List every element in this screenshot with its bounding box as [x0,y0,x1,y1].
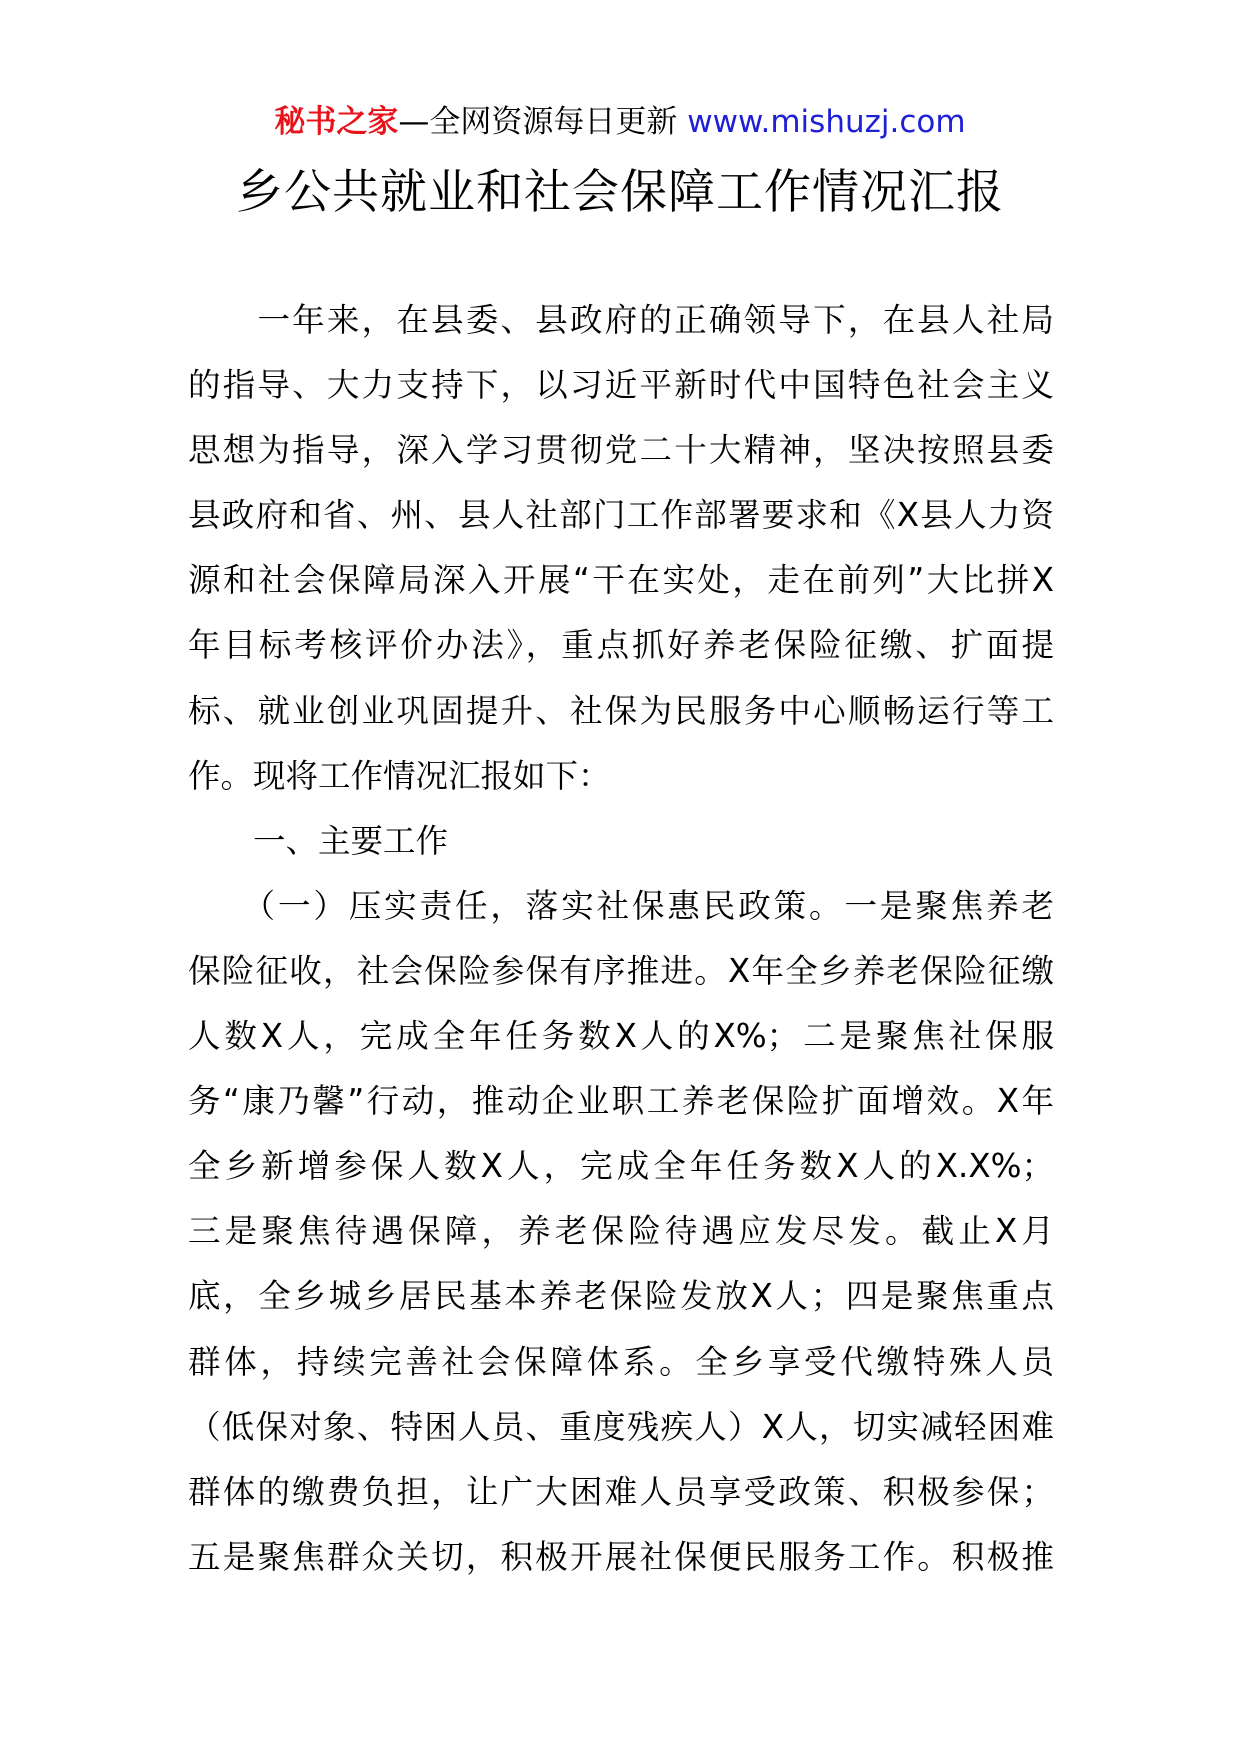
body-line: 群体的缴费负担，让广大困难人员享受政策、积极参保； [188,1472,1054,1511]
body-line: 底，全乡城乡居民基本养老保险发放X人；四是聚焦重点 [188,1277,1054,1316]
site-url-link[interactable]: www.mishuzj.com [687,104,966,140]
body-line: 源和社会保障局深入开展“干在实处，走在前列”大比拼X [188,561,1054,600]
header-tagline: —全网资源每日更新 [398,104,678,140]
body-line: 思想为指导，深入学习贯彻党二十大精神，坚决按照县委 [188,431,1054,470]
body-line: 年目标考核评价办法》，重点抓好养老保险征缴、扩面提 [188,626,1054,665]
body-line: 全乡新增参保人数X人，完成全年任务数X人的X.X%； [188,1147,1054,1186]
body-line: （一）压实责任，落实社保惠民政策。一是聚焦养老 [188,886,1054,925]
body-line: 的指导、大力支持下，以习近平新时代中国特色社会主义 [188,366,1054,405]
body-line: 保险征收，社会保险参保有序推进。X年全乡养老保险征缴 [188,951,1054,990]
site-header [0,100,1240,144]
body-line: 群体，持续完善社会保障体系。全乡享受代缴特殊人员 [188,1342,1054,1381]
body-line: （低保对象、特困人员、重度残疾人）X人，切实减轻困难 [188,1407,1054,1446]
brand-name: 秘书之家 [274,104,399,140]
body-line: 务“康乃馨”行动，推动企业职工养老保险扩面增效。X年 [188,1082,1054,1121]
document-title: 乡公共就业和社会保障工作情况汇报 [236,165,1004,220]
body-line: 作。现将工作情况汇报如下： [188,756,611,795]
document-body [188,288,1054,1590]
section-heading: 一、主要工作 [188,821,449,860]
body-line: 五是聚焦群众关切，积极开展社保便民服务工作。积极推 [188,1537,1054,1576]
body-line: 三是聚焦待遇保障，养老保险待遇应发尽发。截止X月 [188,1212,1054,1251]
body-line: 一年来，在县委、县政府的正确领导下，在县人社局 [188,301,1054,339]
body-line: 县政府和省、州、县人社部门工作部署要求和《X县人力资 [188,496,1054,535]
body-line: 人数X人，完成全年任务数X人的X%；二是聚焦社保服 [188,1017,1054,1056]
body-line: 标、就业创业巩固提升、社保为民服务中心顺畅运行等工 [188,691,1054,730]
